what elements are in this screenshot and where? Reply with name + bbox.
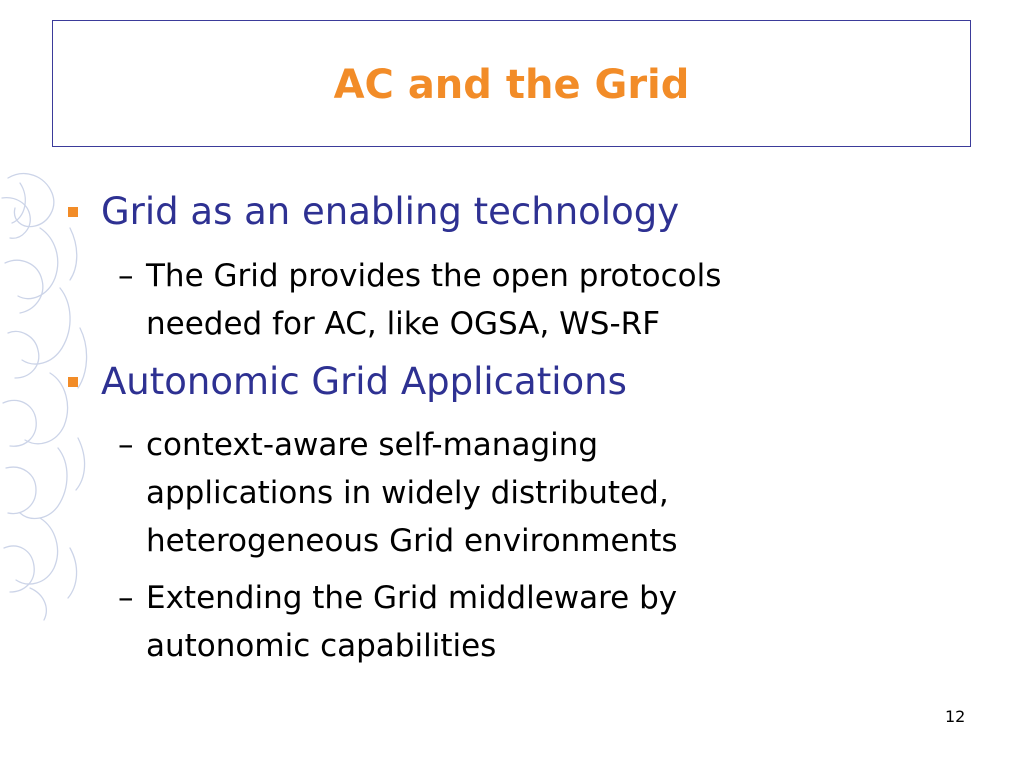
slide-title: AC and the Grid xyxy=(333,61,690,108)
bullet-text: Autonomic Grid Applications xyxy=(101,360,627,403)
bullet-text: Grid as an enabling technology xyxy=(101,190,680,233)
sub-bullet-line: applications in widely distributed, xyxy=(146,475,669,512)
sub-bullet-line: context-aware self-managing xyxy=(146,427,599,463)
dash-bullet-icon: – xyxy=(118,258,134,294)
dash-bullet-icon: – xyxy=(118,580,134,616)
sub-bullet-line: needed for AC, like OGSA, WS-RF xyxy=(146,306,661,343)
sub-bullet-text xyxy=(146,421,678,565)
sub-bullet-text xyxy=(146,574,677,670)
sub-bullet-text xyxy=(146,252,721,348)
square-bullet-icon xyxy=(68,377,78,387)
square-bullet-icon xyxy=(68,207,78,217)
page-number: 12 xyxy=(945,707,966,726)
sub-bullet-line: heterogeneous Grid environments xyxy=(146,523,678,560)
sub-bullet-line: The Grid provides the open protocols xyxy=(146,258,722,294)
dash-bullet-icon: – xyxy=(118,427,134,463)
sub-bullet-line: autonomic capabilities xyxy=(146,628,497,665)
sub-bullet-line: Extending the Grid middleware by xyxy=(146,580,678,616)
